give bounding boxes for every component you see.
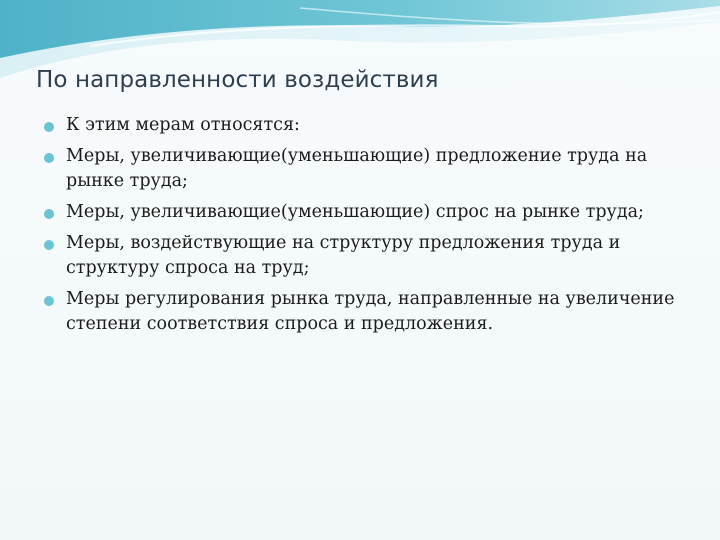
bullet-item [44, 231, 684, 281]
bullet-text: Меры регулирования рынка труда, направленные на увеличение степени соответствия спроса и предложения. [66, 289, 675, 334]
bullet-item [44, 200, 684, 225]
bullet-text: К этим мерам относятся: [66, 115, 300, 135]
bullet-dot-icon [44, 296, 54, 306]
header-wave-decoration [0, 0, 720, 120]
bullet-text: Меры, воздействующие на структуру предложения труда и структуру спроса на труд; [66, 233, 621, 278]
slide-title: По направленности воздействия [36, 67, 439, 93]
bullet-text: Меры, увеличивающие(уменьшающие) спрос на рынке труда; [66, 202, 644, 222]
bullet-dot-icon [44, 240, 54, 250]
bullet-dot-icon [44, 153, 54, 163]
bullet-dot-icon [44, 209, 54, 219]
bullet-list [44, 113, 684, 343]
bullet-item [44, 144, 684, 194]
bullet-item [44, 113, 684, 138]
bullet-dot-icon [44, 122, 54, 132]
bullet-item [44, 287, 684, 337]
bullet-text: Меры, увеличивающие(уменьшающие) предложение труда на рынке труда; [66, 146, 648, 191]
